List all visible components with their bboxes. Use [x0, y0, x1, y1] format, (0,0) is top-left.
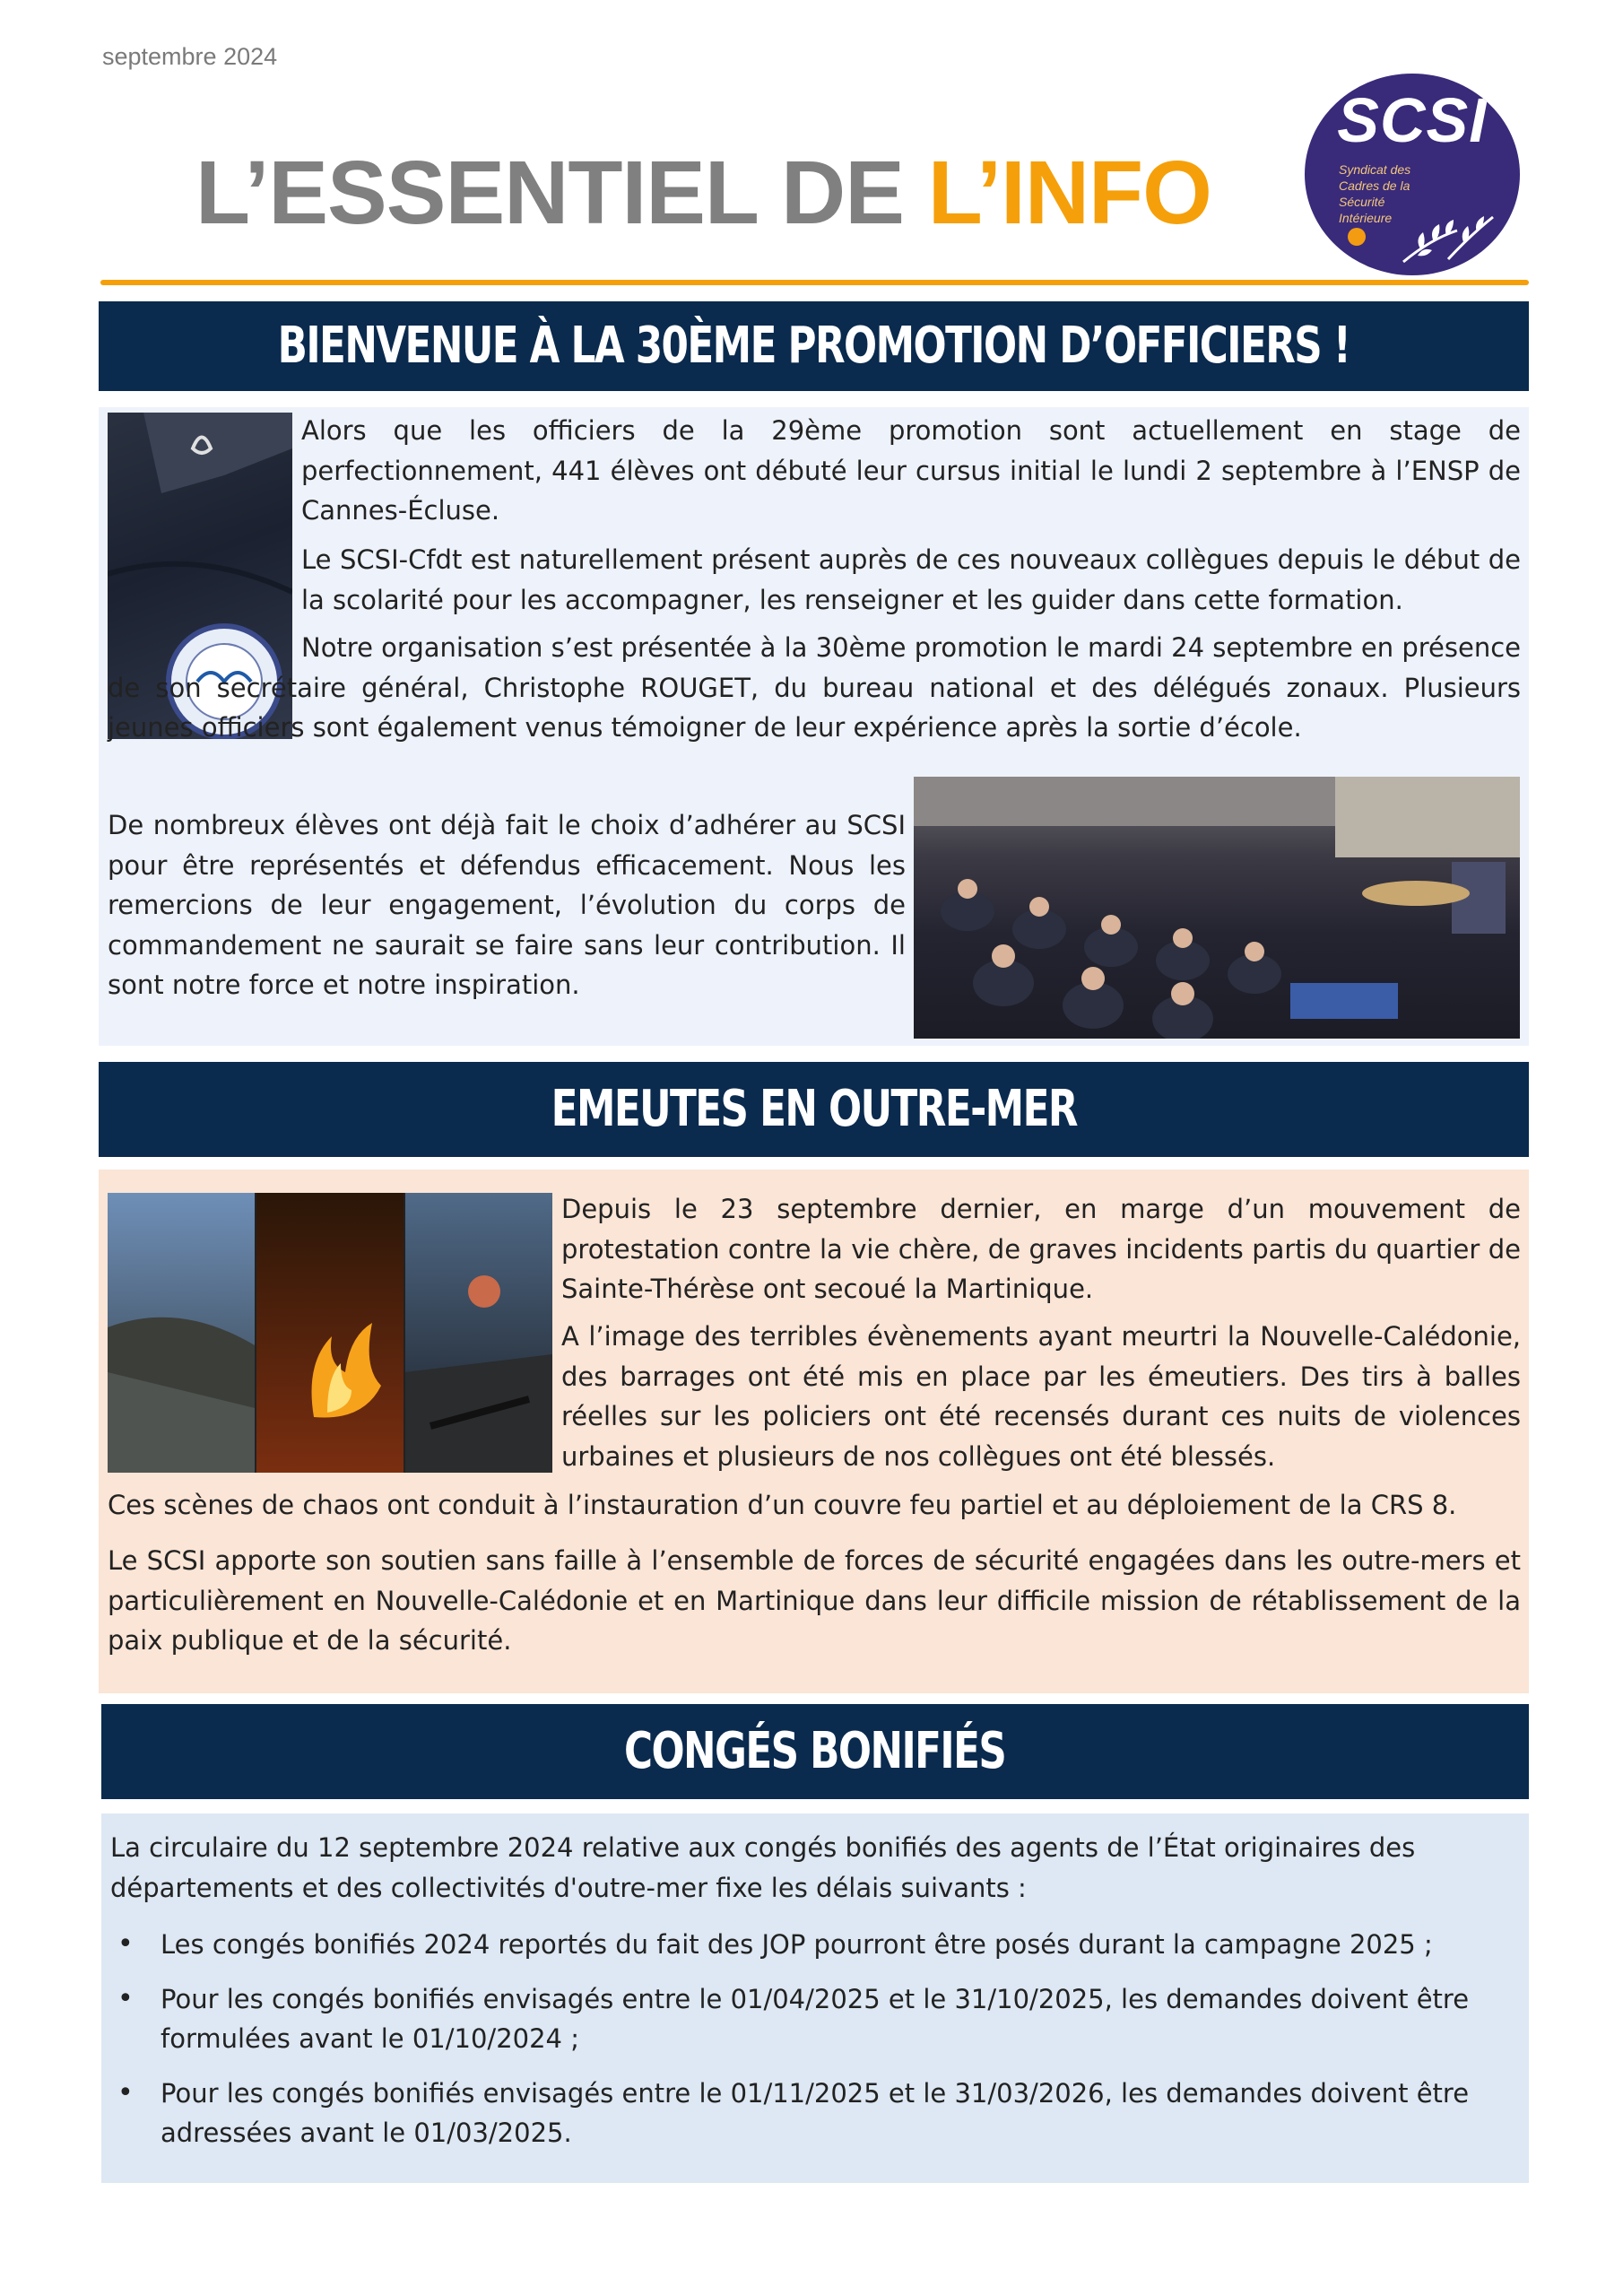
- section-title: BIENVENUE À LA 30ÈME PROMOTION D’OFFICIERS !: [277, 317, 1350, 375]
- section-title: EMEUTES EN OUTRE-MER: [551, 1080, 1077, 1138]
- paragraph: De nombreux élèves ont déjà fait le choix d’adhérer au SCSI pour être représentés et défendus efficacement. Nous les remercions de leur engagement, l’évolution du corps de commandement ne saurait se faire sans leur contribution. Il sont notre force et notre inspiration.: [108, 810, 906, 1000]
- section-title: CONGÉS BONIFIÉS: [624, 1722, 1006, 1780]
- paragraph: Notre organisation s’est présentée à la 30ème promotion le mardi 24 septembre en présence de son secrétaire général, Christophe ROUGET, du bureau national et des délégués zonaux. Plusieurs jeunes officiers sont également venus témoigner de leur expérience après la sortie d’école.: [108, 632, 1521, 743]
- paragraph: Le SCSI-Cfdt est naturellement présent auprès de ces nouveaux collègues depuis le début de la scolarité pour les accompagner, les renseigner et les guider dans cette formation.: [301, 544, 1521, 615]
- list-item: • Pour les congés bonifiés envisagés entre le 01/04/2025 et le 31/10/2025, les demandes doivent être formulées avant le 01/10/2024 ;: [110, 1979, 1509, 2059]
- logo-subtitle-line: Sécurité: [1339, 195, 1385, 209]
- deadline-list: [110, 1925, 1509, 2168]
- newsletter-title: [195, 142, 1211, 245]
- title-part-orange: L’INFO: [927, 143, 1211, 243]
- paragraph: Ces scènes de chaos ont conduit à l’instauration d’un couvre feu partiel et au déploiement de la CRS 8.: [108, 1490, 1457, 1520]
- header-divider: [100, 280, 1529, 285]
- logo-name: SCSI: [1337, 85, 1488, 155]
- issue-date: septembre 2024: [102, 43, 278, 70]
- paragraph: Le SCSI apporte son soutien sans faille à l’ensemble de forces de sécurité engagées dans les outre-mers et particulièrement en Nouvelle-Calédonie et en Martinique dans leur difficile mission de rétablissement de la paix publique et de la sécurité.: [108, 1545, 1521, 1656]
- amphitheater-illustration: [914, 777, 1520, 1039]
- logo-subtitle-line: Intérieure: [1339, 211, 1393, 225]
- cfdt-badge-icon: [1348, 228, 1366, 246]
- section-box-promotion: [99, 407, 1529, 1046]
- title-part-grey: L’ESSENTIEL DE: [195, 143, 928, 243]
- paragraph: Depuis le 23 septembre dernier, en marge d’un mouvement de protestation contre la vie chère, de graves incidents partis du quartier de Sainte-Thérèse ont secoué la Martinique.: [561, 1194, 1521, 1304]
- list-item: • Les congés bonifiés 2024 reportés du fait des JOP pourront être posés durant la campagne 2025 ;: [110, 1925, 1509, 1965]
- list-item: • Pour les congés bonifiés envisagés entre le 01/11/2025 et le 31/03/2026, les demandes doivent être adressées avant le 01/03/2025.: [110, 2074, 1509, 2153]
- section-box-riots: [99, 1170, 1529, 1693]
- laurel-leaves-icon: [1394, 204, 1502, 266]
- section-header-promotion: [99, 301, 1529, 391]
- riot-collage-illustration: [108, 1193, 552, 1473]
- section-box-leave: [101, 1813, 1529, 2183]
- scsi-logo: [1305, 74, 1520, 275]
- amphitheater-photo: [914, 777, 1520, 1039]
- section-header-riots: [99, 1062, 1529, 1157]
- logo-subtitle-line: Syndicat des: [1339, 162, 1411, 177]
- paragraph: A l’image des terribles évènements ayant meurtri la Nouvelle-Calédonie, des barrages ont été mis en place par les émeutiers. Des tirs à balles réelles sur les policiers ont été recensés durant ces nuits de violences urbaines et plusieurs de nos collègues ont été blessés.: [561, 1321, 1521, 1472]
- riot-collage-photo: [108, 1193, 552, 1473]
- paragraph: La circulaire du 12 septembre 2024 relative aux congés bonifiés des agents de l’État originaires des départements et des collectivités d'outre-mer fixe les délais suivants :: [110, 1832, 1416, 1903]
- section-header-leave: [101, 1704, 1529, 1799]
- paragraph: Alors que les officiers de la 29ème promotion sont actuellement en stage de perfectionnement, 441 élèves ont débuté leur cursus initial le lundi 2 septembre à l’ENSP de Cannes-Écluse.: [301, 415, 1521, 526]
- logo-subtitle-line: Cadres de la: [1339, 178, 1410, 193]
